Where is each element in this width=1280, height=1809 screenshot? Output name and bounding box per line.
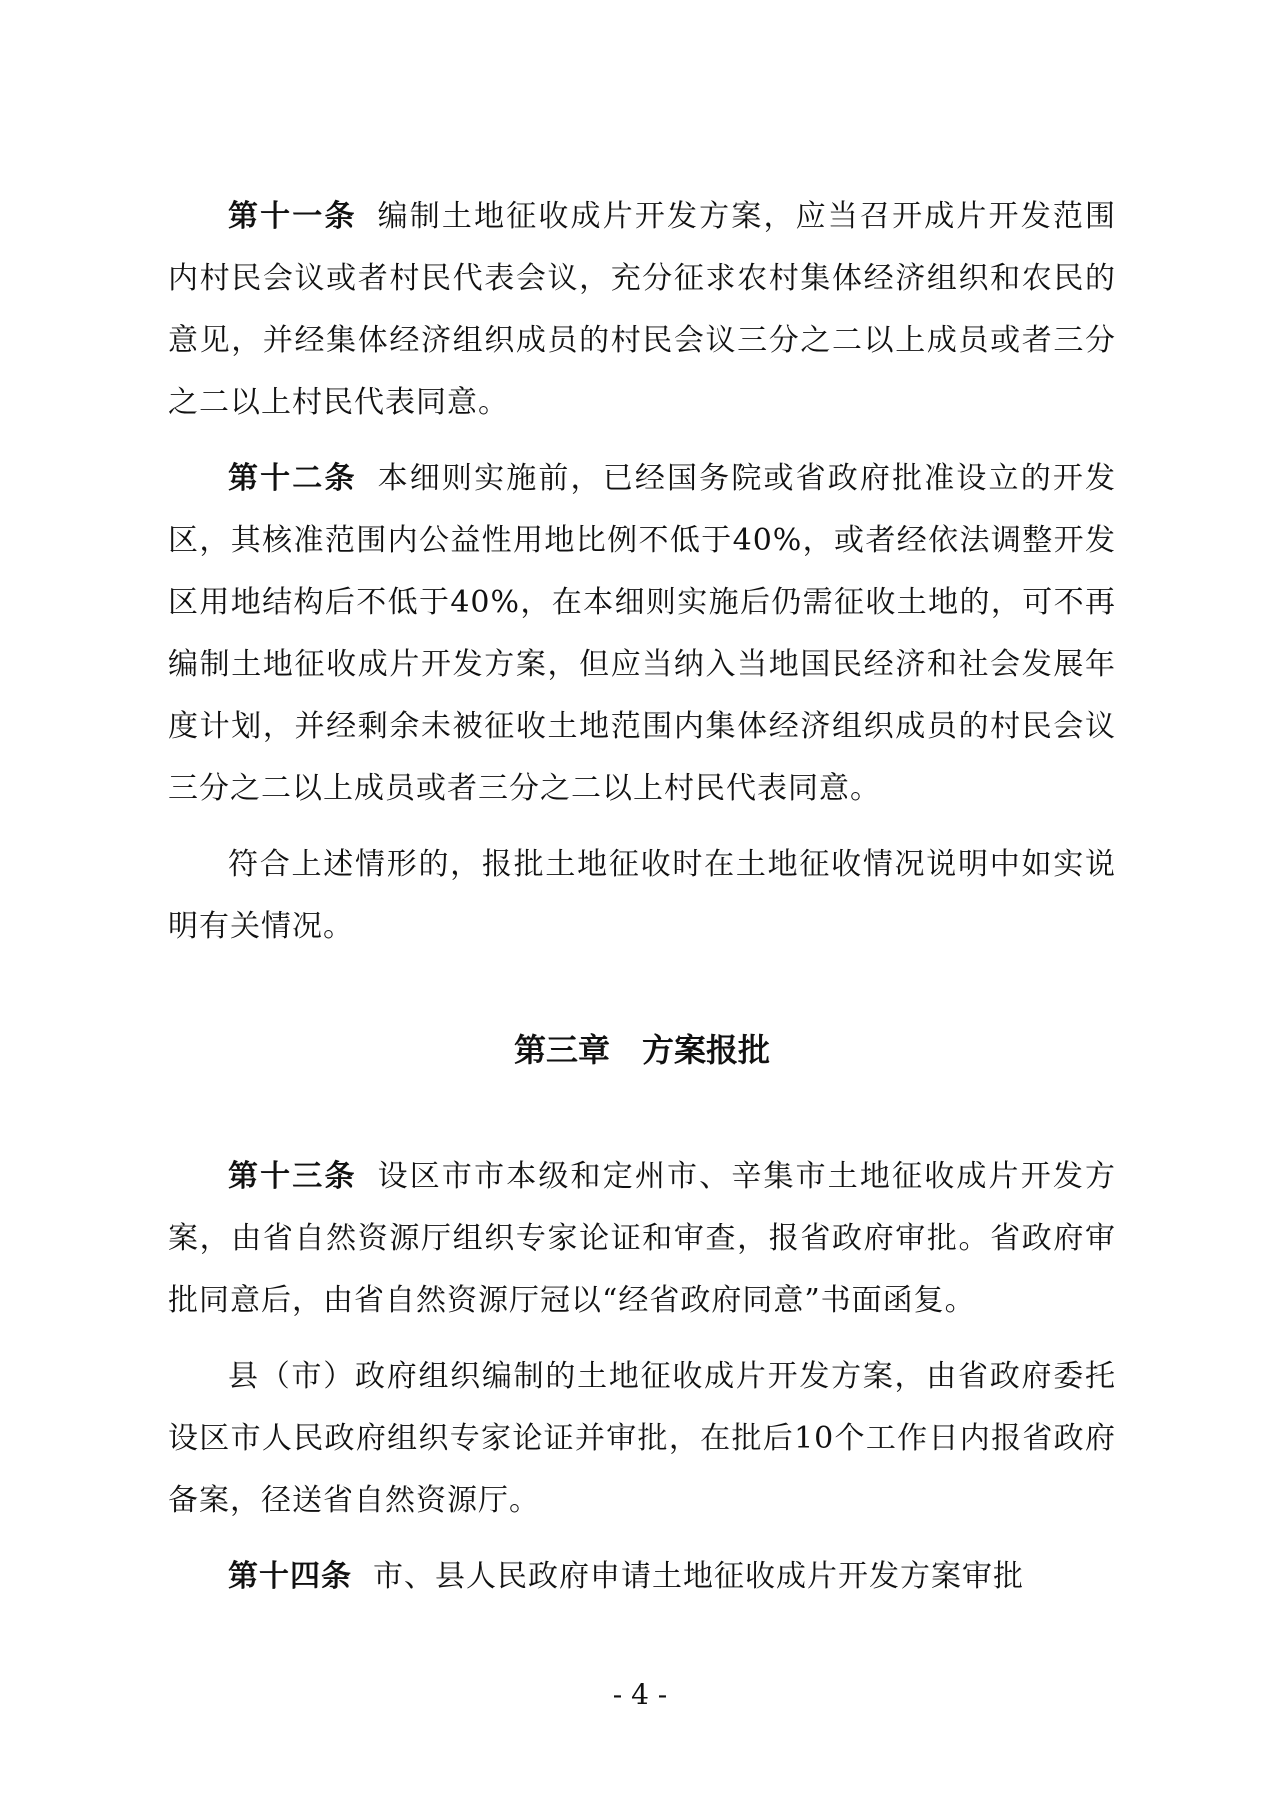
article-12 — [168, 448, 1116, 820]
chapter-heading — [168, 1030, 1116, 1070]
article-13 — [168, 1146, 1116, 1332]
article-text: 编制土地征收成片开发方案，应当召开成片开发范围内村民会议或者村民代表会议，充分征求农村集体经济组织和农民的意见，并经集体经济组织成员的村民会议三分之二以上成员或者三分之二以上村民代表同意。 — [168, 199, 1117, 420]
article-text: 设区市市本级和定州市、辛集市土地征收成片开发方案，由省自然资源厅组织专家论证和审查，报省政府审批。省政府审批同意后，由省自然资源厅冠以“经省政府同意”书面函复。 — [168, 1159, 1117, 1318]
page-number: - 4 - — [612, 1678, 668, 1711]
article-12-paragraph-2: 符合上述情形的，报批土地征收时在土地征收情况说明中如实说明有关情况。 — [168, 847, 1116, 944]
article-number: 第十三条 — [228, 1159, 357, 1194]
article-14 — [168, 1546, 1116, 1608]
article-text: 市、县人民政府申请土地征收成片开发方案审批 — [373, 1559, 1024, 1594]
article-text: 本细则实施前，已经国务院或省政府批准设立的开发区，其核准范围内公益性用地比例不低于40%，或者经依法调整开发区用地结构后不低于40%，在本细则实施后仍需征收土地的，可不再编制土地征收成片开发方案，但应当纳入当地国民经济和社会发展年度计划，并经剩余未被征收土地范围内集体经济组织成员的村民会议三分之二以上成员或者三分之二以上村民代表同意。 — [168, 461, 1117, 806]
article-13-paragraph-2: 县（市）政府组织编制的土地征收成片开发方案，由省政府委托设区市人民政府组织专家论证并审批，在批后10个工作日内报省政府备案，径送省自然资源厅。 — [168, 1359, 1116, 1518]
article-number: 第十二条 — [228, 461, 357, 496]
article-number: 第十四条 — [228, 1559, 352, 1594]
article-11 — [168, 186, 1116, 434]
chapter-title: 方案报批 — [642, 1031, 771, 1069]
chapter-number: 第三章 — [513, 1031, 610, 1069]
document-body — [168, 186, 1116, 1608]
article-number: 第十一条 — [228, 199, 357, 234]
